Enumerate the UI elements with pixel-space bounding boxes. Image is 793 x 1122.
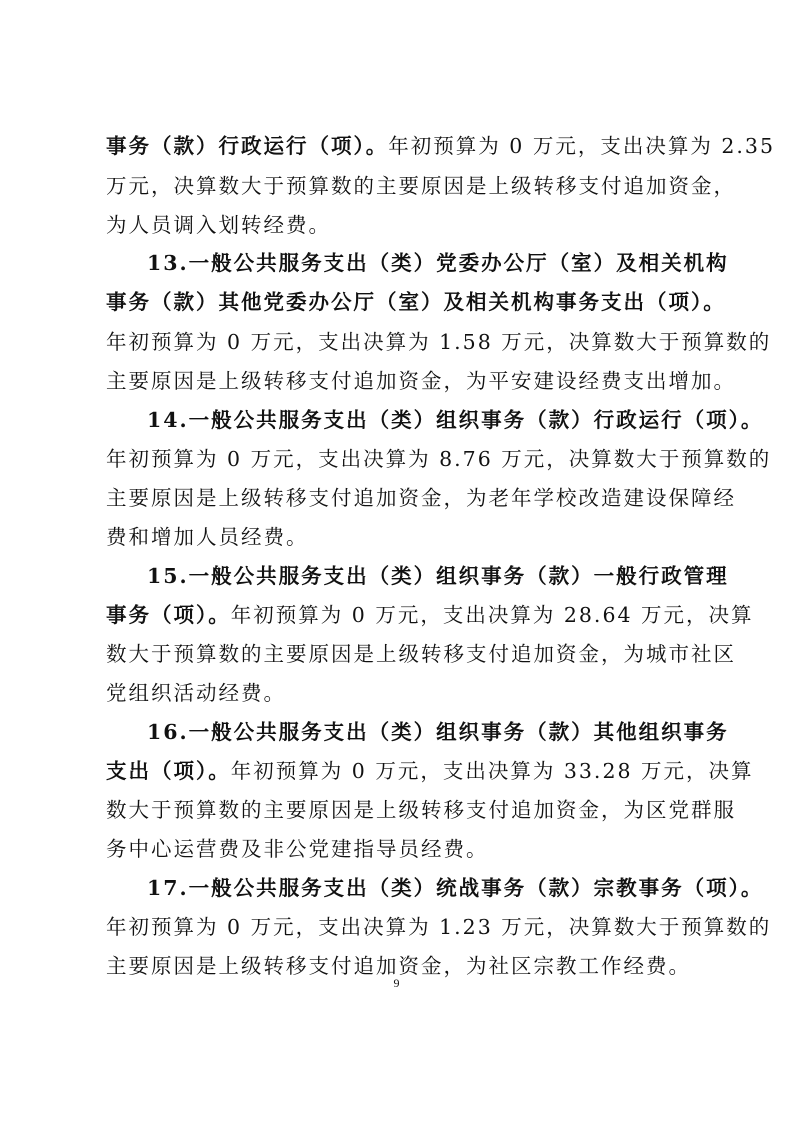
- section-heading-16: [147, 719, 729, 745]
- text-line: [106, 133, 775, 159]
- bold-heading: 事务（款）其他党委办公厅（室）及相关机构事务支出（项）。: [106, 290, 726, 314]
- text-line: [106, 602, 754, 628]
- text-line: [106, 212, 696, 238]
- body-text: 万元，决算数大于预算数的主要原因是上级转移支付追加资金，: [106, 174, 736, 198]
- section-heading-17: [147, 875, 764, 901]
- body-text: 年初预算为 0 万元，支出决算为 33.28 万元，决算: [230, 759, 754, 783]
- bold-heading: 14.一般公共服务支出（类）组织事务（款）行政运行（项）。: [147, 408, 764, 432]
- text-line: [106, 797, 736, 823]
- page-number: 9: [393, 976, 400, 990]
- section-heading-15: [147, 563, 729, 589]
- text-line: [106, 680, 696, 706]
- text-line: [106, 758, 754, 784]
- text-line: [106, 641, 736, 667]
- body-text: 主要原因是上级转移支付追加资金，为老年学校改造建设保障经: [106, 486, 736, 510]
- body-text: 数大于预算数的主要原因是上级转移支付追加资金，为区党群服: [106, 798, 736, 822]
- body-text: 年初预算为 0 万元，支出决算为 2.35: [388, 134, 775, 158]
- text-line: [106, 173, 736, 199]
- body-text: 年初预算为 0 万元，支出决算为 28.64 万元，决算: [230, 603, 754, 627]
- body-text: 数大于预算数的主要原因是上级转移支付追加资金，为城市社区: [106, 642, 736, 666]
- text-line: [106, 524, 696, 550]
- body-text: 年初预算为 0 万元，支出决算为 8.76 万元，决算数大于预算数的: [106, 447, 772, 471]
- section-heading-13: [147, 250, 729, 276]
- bold-heading: 事务（项）。: [106, 603, 231, 627]
- section-heading-14: [147, 407, 764, 433]
- bold-heading: 事务（款）行政运行（项）。: [106, 134, 389, 158]
- text-line: [106, 368, 736, 394]
- text-line: [106, 914, 772, 940]
- bold-heading: 16.一般公共服务支出（类）组织事务（款）其他组织事务: [147, 720, 729, 744]
- bold-heading: 17.一般公共服务支出（类）统战事务（款）宗教事务（项）。: [147, 876, 764, 900]
- body-text: 年初预算为 0 万元，支出决算为 1.58 万元，决算数大于预算数的: [106, 330, 772, 354]
- text-line: [106, 485, 736, 511]
- bold-heading: 13.一般公共服务支出（类）党委办公厅（室）及相关机构: [147, 251, 729, 275]
- body-text: 务中心运营费及非公党建指导员经费。: [106, 837, 489, 861]
- text-line: [106, 446, 772, 472]
- body-text: 主要原因是上级转移支付追加资金，为平安建设经费支出增加。: [106, 369, 736, 393]
- body-text: 为人员调入划转经费。: [106, 213, 331, 237]
- body-text: 年初预算为 0 万元，支出决算为 1.23 万元，决算数大于预算数的: [106, 915, 772, 939]
- body-text: 主要原因是上级转移支付追加资金，为社区宗教工作经费。: [106, 954, 691, 978]
- body-text: 党组织活动经费。: [106, 681, 286, 705]
- text-line: [106, 836, 696, 862]
- text-line: [106, 289, 726, 315]
- body-text: 费和增加人员经费。: [106, 525, 309, 549]
- text-line: [106, 329, 772, 355]
- bold-heading: 支出（项）。: [106, 759, 231, 783]
- bold-heading: 15.一般公共服务支出（类）组织事务（款）一般行政管理: [147, 564, 729, 588]
